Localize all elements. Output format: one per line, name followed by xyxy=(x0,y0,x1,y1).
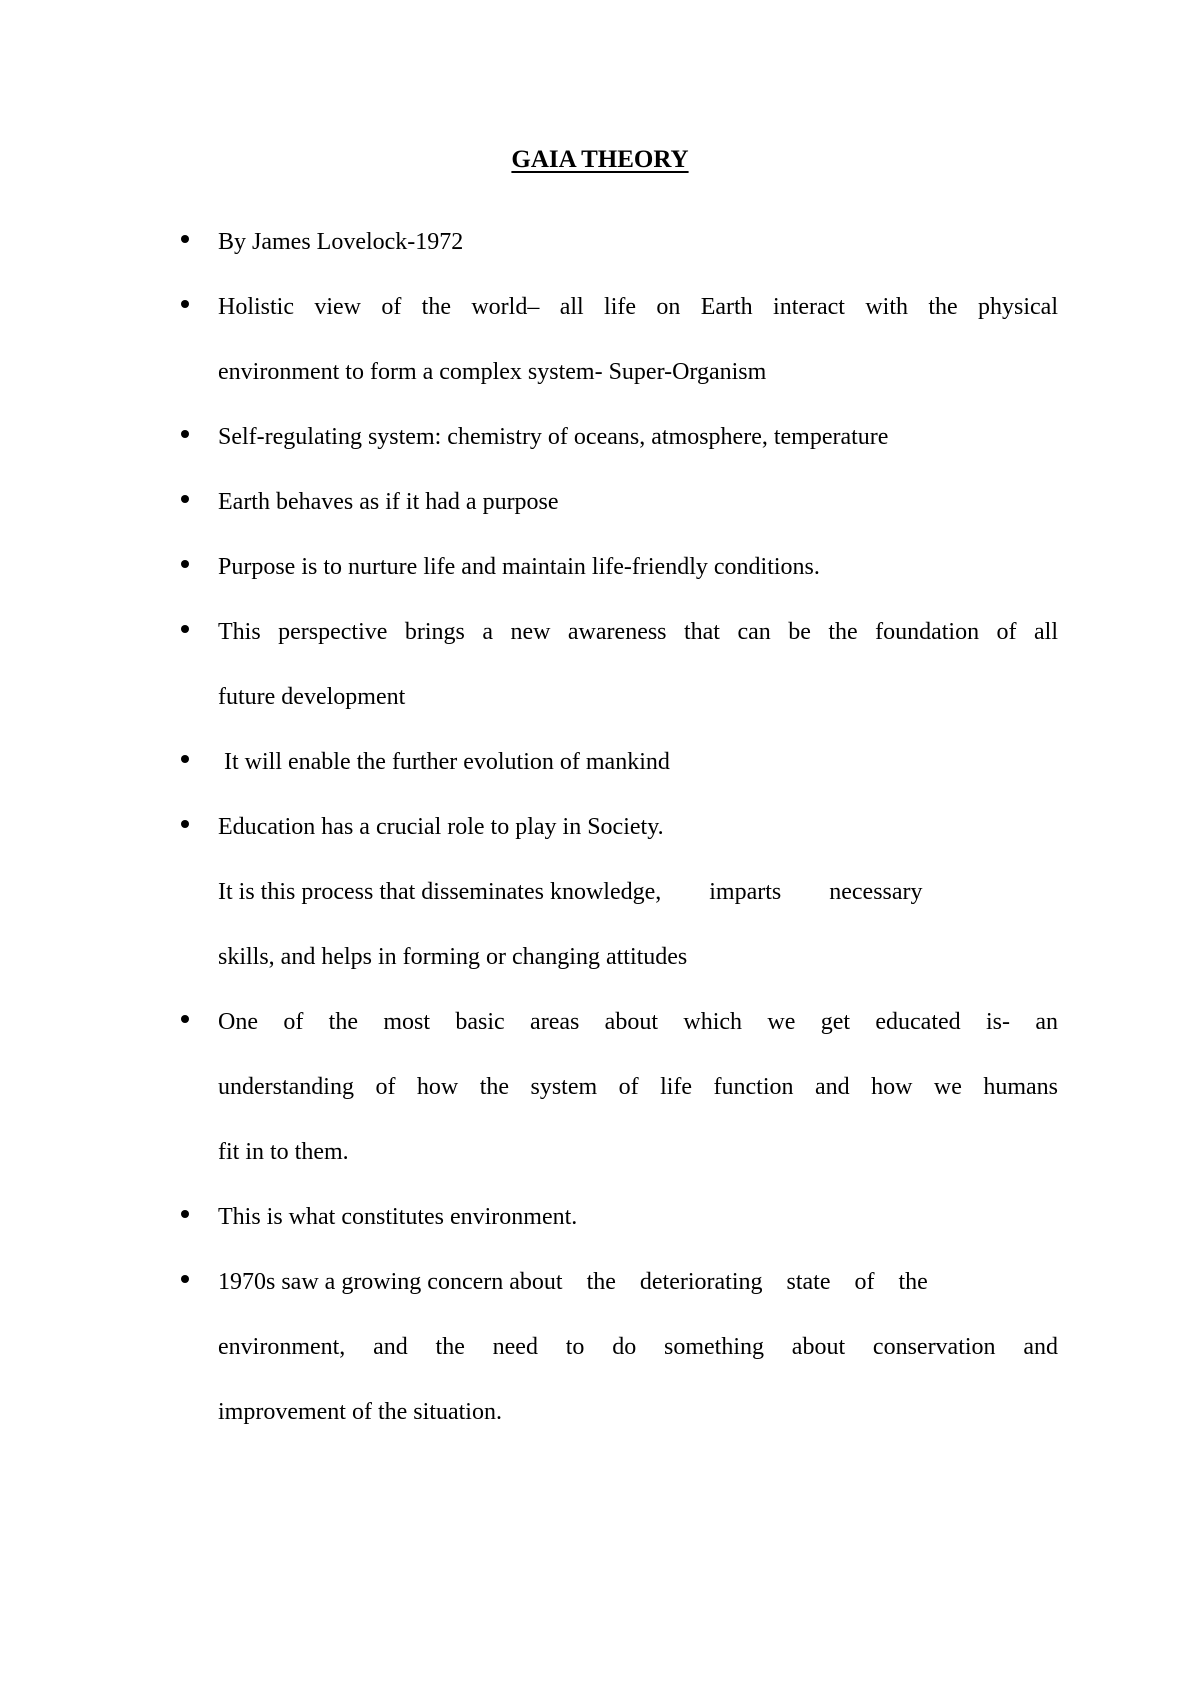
list-item xyxy=(0,1202,1200,1267)
bullet-list xyxy=(0,227,1200,1462)
list-item xyxy=(0,747,1200,812)
item-text: It will enable the further evolution of mankind xyxy=(218,749,670,775)
item-text: 1970s saw a growing concern about the deteriorating state of the xyxy=(218,1269,928,1295)
item-text-continuation: environment, and the need to do something about conservation and xyxy=(218,1334,1058,1360)
item-text: Self-regulating system: chemistry of oceans, atmosphere, temperature xyxy=(218,424,889,450)
list-item xyxy=(0,487,1200,552)
item-text: By James Lovelock-1972 xyxy=(218,229,464,255)
item-text-continuation: fit in to them. xyxy=(218,1139,349,1165)
list-item xyxy=(0,292,1200,422)
item-text-continuation: future development xyxy=(218,684,406,710)
item-text-continuation: improvement of the situation. xyxy=(218,1399,502,1425)
item-text: This perspective brings a new awareness that can be the foundation of all xyxy=(218,619,1058,645)
item-text: Holistic view of the world– all life on Earth interact with the physical xyxy=(218,294,1058,320)
list-item xyxy=(0,812,1200,1007)
item-text: Earth behaves as if it had a purpose xyxy=(218,489,559,515)
item-text: Purpose is to nurture life and maintain life-friendly conditions. xyxy=(218,554,820,580)
item-text-continuation: environment to form a complex system- Super-Organism xyxy=(218,359,767,385)
document-title: GAIA THEORY xyxy=(511,146,689,173)
list-item xyxy=(0,552,1200,617)
list-item xyxy=(0,1007,1200,1202)
item-text: One of the most basic areas about which we get educated is- an xyxy=(218,1009,1058,1035)
list-item xyxy=(0,422,1200,487)
list-item xyxy=(0,617,1200,747)
item-text-continuation: understanding of how the system of life function and how we humans xyxy=(218,1074,1058,1100)
item-text-continuation: It is this process that disseminates knowledge, imparts necessary xyxy=(218,879,923,905)
list-item xyxy=(0,1267,1200,1462)
list-item xyxy=(0,227,1200,292)
item-text-continuation: skills, and helps in forming or changing attitudes xyxy=(218,944,688,970)
item-text: Education has a crucial role to play in Society. xyxy=(218,814,664,840)
item-text: This is what constitutes environment. xyxy=(218,1204,578,1230)
